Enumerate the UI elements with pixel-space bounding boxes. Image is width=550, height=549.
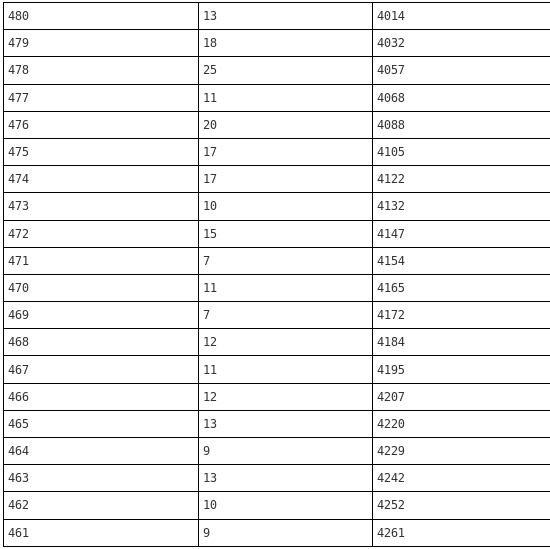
cumulative-cell: 4105 [373, 138, 550, 165]
score-cell: 462 [4, 492, 199, 519]
count-cell: 11 [199, 84, 373, 111]
count-cell: 13 [199, 410, 373, 437]
cumulative-cell: 4261 [373, 519, 550, 546]
score-cell: 461 [4, 519, 199, 546]
score-cell: 465 [4, 410, 199, 437]
table-row [4, 438, 550, 465]
cumulative-cell: 4172 [373, 302, 550, 329]
cumulative-cell: 4242 [373, 465, 550, 492]
cumulative-cell: 4147 [373, 220, 550, 247]
score-cell: 469 [4, 302, 199, 329]
cumulative-cell: 4088 [373, 111, 550, 138]
score-cell: 479 [4, 30, 199, 57]
score-cell: 463 [4, 465, 199, 492]
count-cell: 13 [199, 3, 373, 30]
table-row [4, 166, 550, 193]
count-cell: 10 [199, 193, 373, 220]
count-cell: 25 [199, 57, 373, 84]
table-row [4, 193, 550, 220]
table-row [4, 492, 550, 519]
count-cell: 7 [199, 247, 373, 274]
count-cell: 12 [199, 383, 373, 410]
table-row [4, 3, 550, 30]
cumulative-cell: 4252 [373, 492, 550, 519]
table-row [4, 30, 550, 57]
score-cell: 466 [4, 383, 199, 410]
table-row [4, 356, 550, 383]
score-cell: 467 [4, 356, 199, 383]
score-cell: 474 [4, 166, 199, 193]
cumulative-cell: 4057 [373, 57, 550, 84]
count-cell: 9 [199, 438, 373, 465]
cumulative-cell: 4032 [373, 30, 550, 57]
table-row [4, 138, 550, 165]
score-cell: 470 [4, 274, 199, 301]
score-cell: 475 [4, 138, 199, 165]
cumulative-cell: 4154 [373, 247, 550, 274]
table-row [4, 57, 550, 84]
score-cell: 468 [4, 329, 199, 356]
cumulative-cell: 4165 [373, 274, 550, 301]
score-cell: 477 [4, 84, 199, 111]
cumulative-cell: 4195 [373, 356, 550, 383]
count-cell: 20 [199, 111, 373, 138]
count-cell: 11 [199, 274, 373, 301]
table-row [4, 274, 550, 301]
table-row [4, 410, 550, 437]
cumulative-cell: 4132 [373, 193, 550, 220]
cumulative-cell: 4207 [373, 383, 550, 410]
table-row [4, 247, 550, 274]
cumulative-cell: 4184 [373, 329, 550, 356]
score-distribution-table [3, 2, 550, 547]
table-row [4, 465, 550, 492]
table-row [4, 111, 550, 138]
score-cell: 480 [4, 3, 199, 30]
table-row [4, 329, 550, 356]
count-cell: 11 [199, 356, 373, 383]
table-row [4, 383, 550, 410]
cumulative-cell: 4229 [373, 438, 550, 465]
cumulative-cell: 4220 [373, 410, 550, 437]
table-row [4, 519, 550, 546]
cumulative-cell: 4014 [373, 3, 550, 30]
table-body [4, 3, 550, 547]
count-cell: 10 [199, 492, 373, 519]
count-cell: 17 [199, 166, 373, 193]
score-cell: 471 [4, 247, 199, 274]
cumulative-cell: 4122 [373, 166, 550, 193]
score-cell: 476 [4, 111, 199, 138]
count-cell: 18 [199, 30, 373, 57]
count-cell: 9 [199, 519, 373, 546]
count-cell: 15 [199, 220, 373, 247]
count-cell: 12 [199, 329, 373, 356]
table-row [4, 302, 550, 329]
table-row [4, 220, 550, 247]
count-cell: 7 [199, 302, 373, 329]
score-cell: 478 [4, 57, 199, 84]
cumulative-cell: 4068 [373, 84, 550, 111]
count-cell: 17 [199, 138, 373, 165]
score-cell: 472 [4, 220, 199, 247]
count-cell: 13 [199, 465, 373, 492]
score-cell: 473 [4, 193, 199, 220]
table-row [4, 84, 550, 111]
score-cell: 464 [4, 438, 199, 465]
